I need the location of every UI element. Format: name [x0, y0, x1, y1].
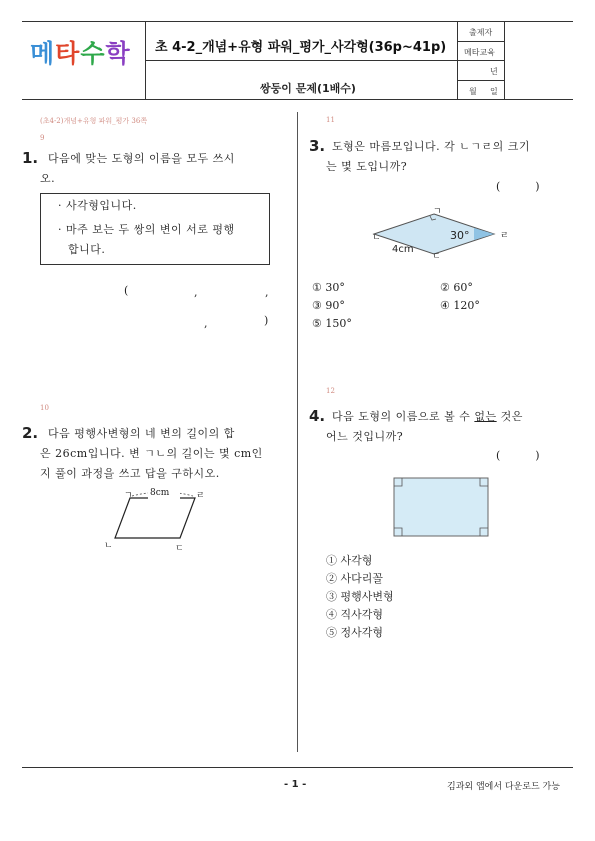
q1-source: (초4-2)개념+유형 파워_평가 36쪽 [40, 117, 148, 125]
q4-text-pre: 다음 도형의 이름으로 볼 수 [332, 410, 475, 423]
q1-answer-close: ) [264, 314, 269, 327]
year-label: 년 [490, 67, 498, 76]
logo [30, 34, 138, 68]
month-label: 월 [469, 87, 477, 96]
q3-vertex-g: ㄱ [433, 207, 442, 217]
q3-text-line-1: 도형은 마름모입니다. 각 ㄴㄱㄹ의 크기 [332, 140, 530, 153]
header-cell-line-3 [457, 80, 504, 81]
header-cell-line-1 [457, 41, 504, 42]
logo-char-2: 타 [55, 39, 81, 68]
q1-number: 1. [22, 149, 39, 167]
q4-option-1[interactable]: ① 사각형 [326, 554, 373, 567]
author-label: 출제자 [469, 28, 493, 37]
q3-vertex-n: ㄴ [372, 233, 381, 243]
q2-vertex-r: ㄹ [196, 491, 205, 501]
q3-angle-label: 30° [450, 229, 470, 242]
logo-char-1: 메 [30, 39, 56, 68]
q4-meta-number: 12 [326, 387, 335, 395]
worksheet-subtitle: 쌍둥이 문제(1배수) [260, 82, 356, 95]
rectangle-figure [392, 476, 492, 540]
q4-option-4[interactable]: ④ 직사각형 [326, 608, 384, 621]
q4-answer-paren: ( ) [496, 449, 540, 462]
q1-answer-comma-1: , [194, 286, 198, 299]
q3-number: 3. [309, 137, 326, 155]
q1-answer-open: ( [124, 284, 129, 297]
q1-box-line-3: 합니다. [68, 243, 106, 256]
page-number: - 1 - [284, 779, 307, 790]
q2-length-label: 8cm [150, 488, 170, 498]
q3-option-3[interactable]: ③ 90° [312, 299, 345, 312]
q3-answer-paren: ( ) [496, 180, 540, 193]
q4-text-line-2: 어느 것입니까? [326, 430, 404, 443]
q4-text-line-1 [332, 407, 523, 427]
q4-text-underlined: 없는 [474, 410, 497, 423]
q1-text-line-1: 다음에 맞는 도형의 이름을 모두 쓰시 [48, 152, 235, 165]
header-mid-line [145, 60, 457, 61]
q3-vertex-d: ㄷ [432, 252, 441, 262]
header-divider-3 [504, 21, 505, 99]
q3-option-4[interactable]: ④ 120° [440, 299, 480, 312]
q3-side-label: 4cm [392, 244, 414, 255]
header-top-border [22, 21, 573, 22]
q4-text-post: 것은 [496, 410, 523, 423]
author-value: 메타교육 [464, 48, 495, 57]
q3-option-1[interactable]: ① 30° [312, 281, 345, 294]
q1-text-line-2: 오. [40, 172, 56, 185]
column-divider [297, 112, 298, 752]
q3-vertex-r: ㄹ [500, 231, 509, 241]
worksheet-title: 초 4-2_개념+유형 파워_평가_사각형(36p~41p) [155, 40, 447, 55]
header-cell-line-2 [457, 60, 504, 61]
q2-text-line-1: 다음 평행사변형의 네 변의 길이의 합 [48, 427, 235, 440]
rectangle-shape [394, 478, 488, 536]
q2-meta-number: 10 [40, 404, 49, 412]
q1-answer-comma-2: , [265, 286, 269, 299]
q1-answer-comma-3: , [204, 317, 208, 330]
q4-option-3[interactable]: ③ 평행사변형 [326, 590, 394, 603]
logo-char-4: 학 [105, 39, 131, 68]
day-label: 일 [490, 87, 498, 96]
q3-text-line-2: 는 몇 도입니까? [326, 160, 408, 173]
q2-number: 2. [22, 424, 39, 442]
header-bottom-border [22, 99, 573, 100]
q3-option-5[interactable]: ⑤ 150° [312, 317, 352, 330]
q4-option-2[interactable]: ② 사다리꼴 [326, 572, 384, 585]
q2-vertex-g: ㄱ [124, 491, 133, 501]
logo-char-3: 수 [80, 39, 106, 68]
q4-number: 4. [309, 407, 326, 425]
q1-box-line-2: · 마주 보는 두 쌍의 변이 서로 평행 [58, 223, 235, 236]
q2-text-line-3: 지 풀이 과정을 쓰고 답을 구하시오. [40, 467, 220, 480]
download-note: 김과외 앱에서 다운로드 가능 [447, 782, 560, 792]
q2-vertex-n: ㄴ [104, 541, 113, 551]
q4-option-5[interactable]: ⑤ 정사각형 [326, 626, 384, 639]
footer-rule [22, 767, 573, 768]
q2-vertex-d: ㄷ [175, 544, 184, 554]
q1-box-line-1: · 사각형입니다. [58, 199, 137, 212]
angle-marker [474, 228, 494, 240]
q1-meta-number: 9 [40, 134, 45, 142]
header-divider-1 [145, 21, 146, 99]
q3-meta-number: 11 [326, 116, 335, 124]
parallelogram-shape [115, 498, 195, 538]
q3-option-2[interactable]: ② 60° [440, 281, 473, 294]
q2-text-line-2: 은 26cm입니다. 변 ㄱㄴ의 길이는 몇 cm인 [40, 447, 263, 460]
